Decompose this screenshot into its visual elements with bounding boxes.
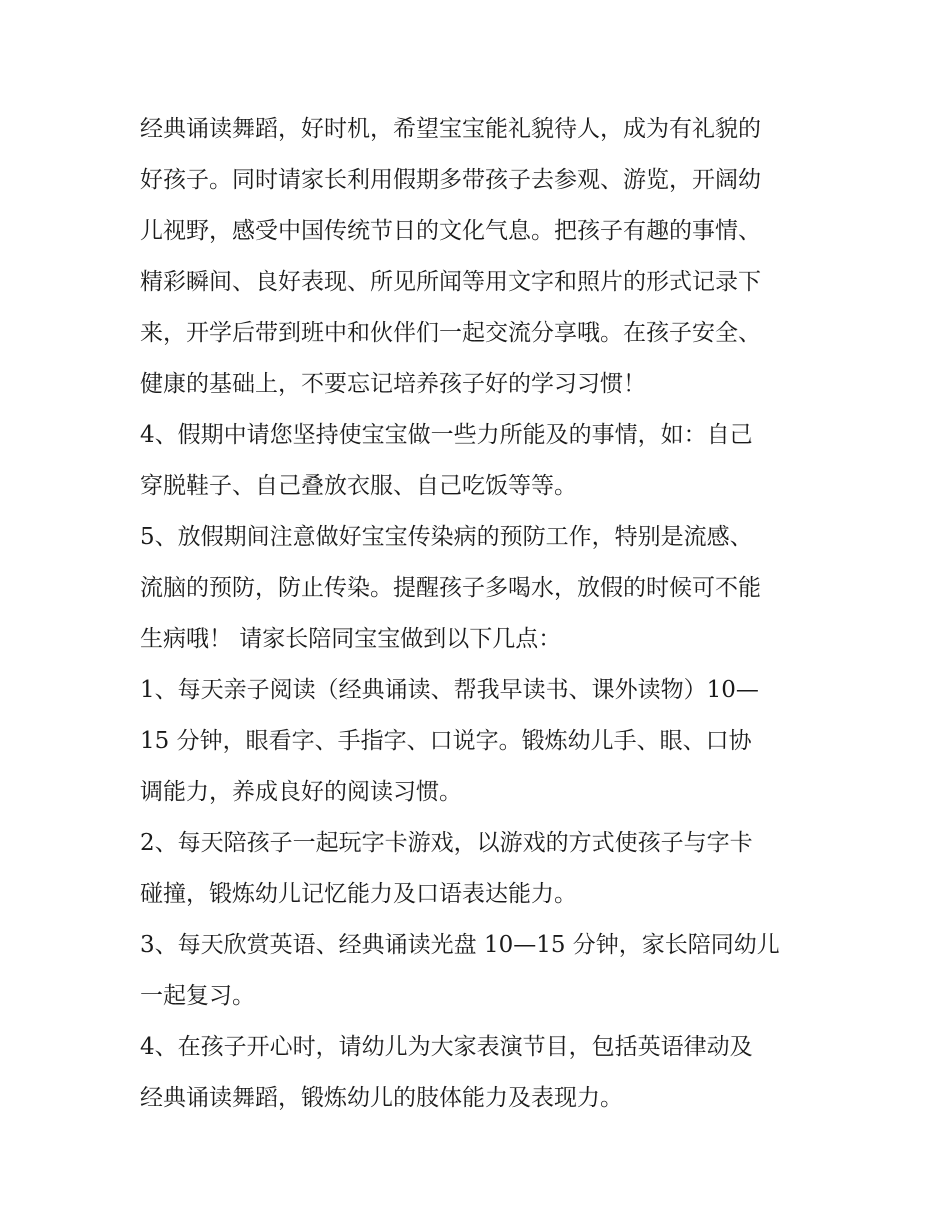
- text-line: 精彩瞬间、良好表现、所见所闻等用文字和照片的形式记录下: [140, 269, 761, 295]
- text-line: 来，开学后带到班中和伙伴们一起交流分享哦。在孩子安全、: [140, 320, 761, 346]
- text-line: 4、在孩子开心时，请幼儿为大家表演节目，包括英语律动及: [140, 1034, 753, 1060]
- text-line: 4、假期中请您坚持使宝宝做一些力所能及的事情，如：自己: [140, 422, 753, 448]
- text-line: 经典诵读舞蹈，锻炼幼儿的肢体能力及表现力。: [140, 1085, 623, 1111]
- document-body: [140, 104, 820, 1124]
- text-line: 经典诵读舞蹈，好时机，希望宝宝能礼貌待人，成为有礼貌的: [140, 116, 761, 142]
- text-line: 5、放假期间注意做好宝宝传染病的预防工作，特别是流感、: [140, 524, 753, 550]
- text-line: 调能力，养成良好的阅读习惯。: [140, 779, 462, 805]
- text-line: 1、每天亲子阅读（经典诵读、帮我早读书、课外读物）10—: [140, 677, 759, 703]
- text-line: 3、每天欣赏英语、经典诵读光盘 10—15 分钟，家长陪同幼儿: [140, 932, 780, 958]
- text-line: 儿视野，感受中国传统节日的文化气息。把孩子有趣的事情、: [140, 218, 761, 244]
- text-line: 一起复习。: [140, 983, 255, 1009]
- text-line: 健康的基础上，不要忘记培养孩子好的学习习惯！: [140, 371, 646, 397]
- text-line: 15 分钟，眼看字、手指字、口说字。锻炼幼儿手、眼、口协: [140, 728, 752, 754]
- text-line: 2、每天陪孩子一起玩字卡游戏，以游戏的方式使孩子与字卡: [140, 830, 753, 856]
- text-line: 穿脱鞋子、自己叠放衣服、自己吃饭等等。: [140, 473, 577, 499]
- text-line: 好孩子。同时请家长利用假期多带孩子去参观、游览，开阔幼: [140, 167, 761, 193]
- text-line: 流脑的预防，防止传染。提醒孩子多喝水，放假的时候可不能: [140, 575, 761, 601]
- text-line: 碰撞，锻炼幼儿记忆能力及口语表达能力。: [140, 881, 577, 907]
- text-line: 生病哦！ 请家长陪同宝宝做到以下几点：: [140, 626, 562, 652]
